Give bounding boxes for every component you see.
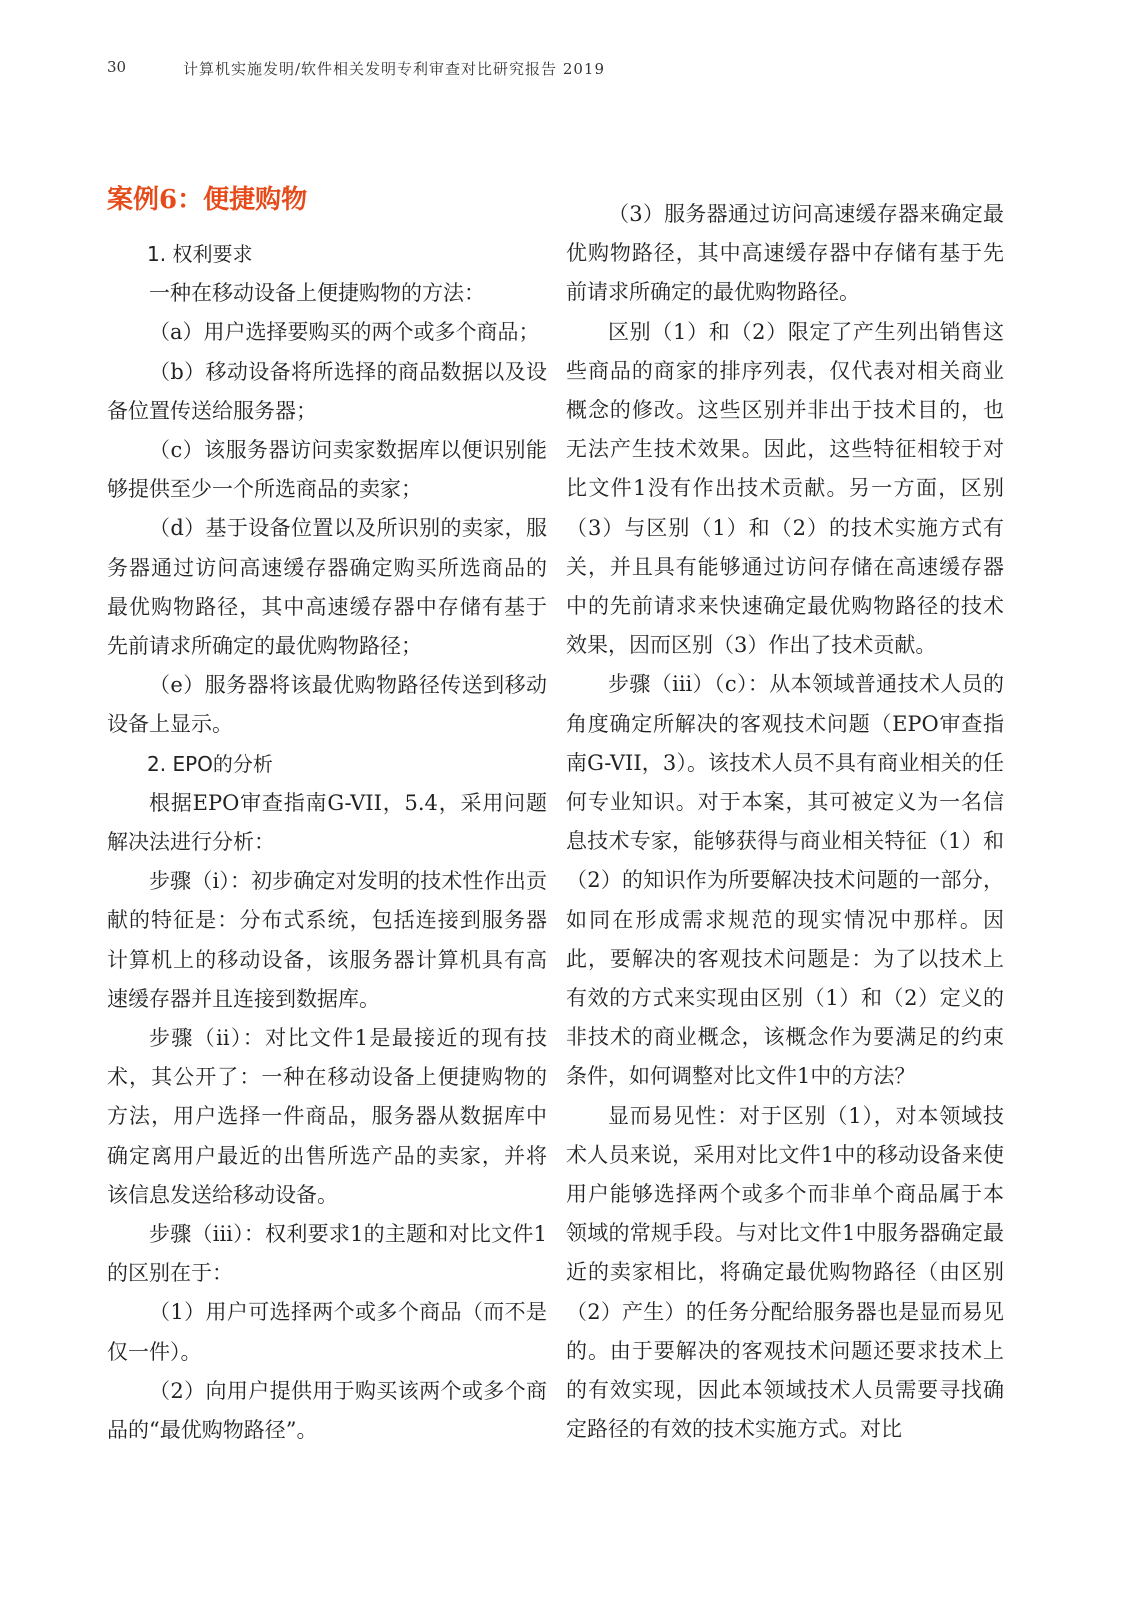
paragraph: 区别（1）和（2）限定了产生列出销售这些商品的商家的排序列表，仅代表对相关商业概念的修改。这些区别并非出于技术目的，也无法产生技术效果。因此，这些特征相较于对比文件1没有作出技术贡献。另一方面，区别（3）与区别（1）和（2）的技术实施方式有关，并且具有能够通过访问存储在高速缓存器中的先前请求来快速确定最优购物路径的技术效果，因而区别（3）作出了技术贡献。 xyxy=(566,319,1004,658)
paragraph: 步骤（ii）：对比文件1是最接近的现有技术，其公开了：一种在移动设备上便捷购物的方法，用户选择一件商品，服务器从数据库中确定离用户最近的出售所选产品的卖家，并将该信息发送给移动设备。 xyxy=(107,1026,547,1207)
running-header: 计算机实施发明/软件相关发明专利审查对比研究报告 2019 xyxy=(183,60,605,78)
paragraph: （1）用户可选择两个或多个商品（而不是仅一件）。 xyxy=(107,1300,547,1364)
page-number: 30 xyxy=(107,58,127,76)
case-title: 案例6：便捷购物 xyxy=(107,185,308,215)
paragraph: （d）基于设备位置以及所识别的卖家，服务器通过访问高速缓存器确定购买所选商品的最优购物路径，其中高速缓存器中存储有基于先前请求所确定的最优购物路径； xyxy=(107,516,547,659)
section-heading-claims: 1. 权利要求 xyxy=(147,242,253,266)
left-column xyxy=(107,185,547,1450)
section-heading-epo-analysis: 2. EPO的分析 xyxy=(147,751,273,776)
paragraph: 根据EPO审查指南G-VII，5.4，采用问题解决法进行分析： xyxy=(107,790,547,855)
paragraph: （3）服务器通过访问高速缓存器来确定最优购物路径，其中高速缓存器中存储有基于先前请求所确定的最优购物路径。 xyxy=(566,202,1004,305)
right-column xyxy=(566,195,1004,1450)
paragraph: （b）移动设备将所选择的商品数据以及设备位置传送给服务器； xyxy=(107,359,547,423)
paragraph: 步骤（iii）（c）：从本领域普通技术人员的角度确定所解决的客观技术问题（EPO审查指南G-VII，3）。该技术人员不具有商业相关的任何专业知识。对于本案，其可被定义为一名信息技术专家，能够获得与商业相关特征（1）和（2）的知识作为所要解决技术问题的一部分，如同在形成需求规范的现实情况中那样。因此，要解决的客观技术问题是：为了以技术上有效的方式来实现由区别（1）和（2）定义的非技术的商业概念，该概念作为要满足的约束条件，如何调整对比文件1中的方法？ xyxy=(566,672,1004,1089)
paragraph: （a）用户选择要购买的两个或多个商品； xyxy=(149,320,540,345)
paragraph: 步骤（iii）：权利要求1的主题和对比文件1的区别在于： xyxy=(107,1222,547,1286)
paragraph: （2）向用户提供用于购买该两个或多个商品的“最优购物路径”。 xyxy=(107,1378,547,1443)
paragraph: 显而易见性：对于区别（1），对本领域技术人员来说，采用对比文件1中的移动设备来使用户能够选择两个或多个而非单个商品属于本领域的常规手段。与对比文件1中服务器确定最近的卖家相比，将确定最优购物路径（由区别（2）产生）的任务分配给服务器也是显而易见的。由于要解决的客观技术问题还要求技术上的有效实现，因此本领域技术人员需要寻找确定路径的有效的技术实施方式。对比 xyxy=(566,1103,1004,1442)
paragraph: （e）服务器将该最优购物路径传送到移动设备上显示。 xyxy=(107,673,547,737)
paragraph: 一种在移动设备上便捷购物的方法： xyxy=(149,281,485,306)
paragraph: 步骤（i）：初步确定对发明的技术性作出贡献的特征是：分布式系统，包括连接到服务器计算机上的移动设备，该服务器计算机具有高速缓存器并且连接到数据库。 xyxy=(107,869,547,1011)
paragraph: （c）该服务器访问卖家数据库以便识别能够提供至少一个所选商品的卖家； xyxy=(107,438,547,502)
